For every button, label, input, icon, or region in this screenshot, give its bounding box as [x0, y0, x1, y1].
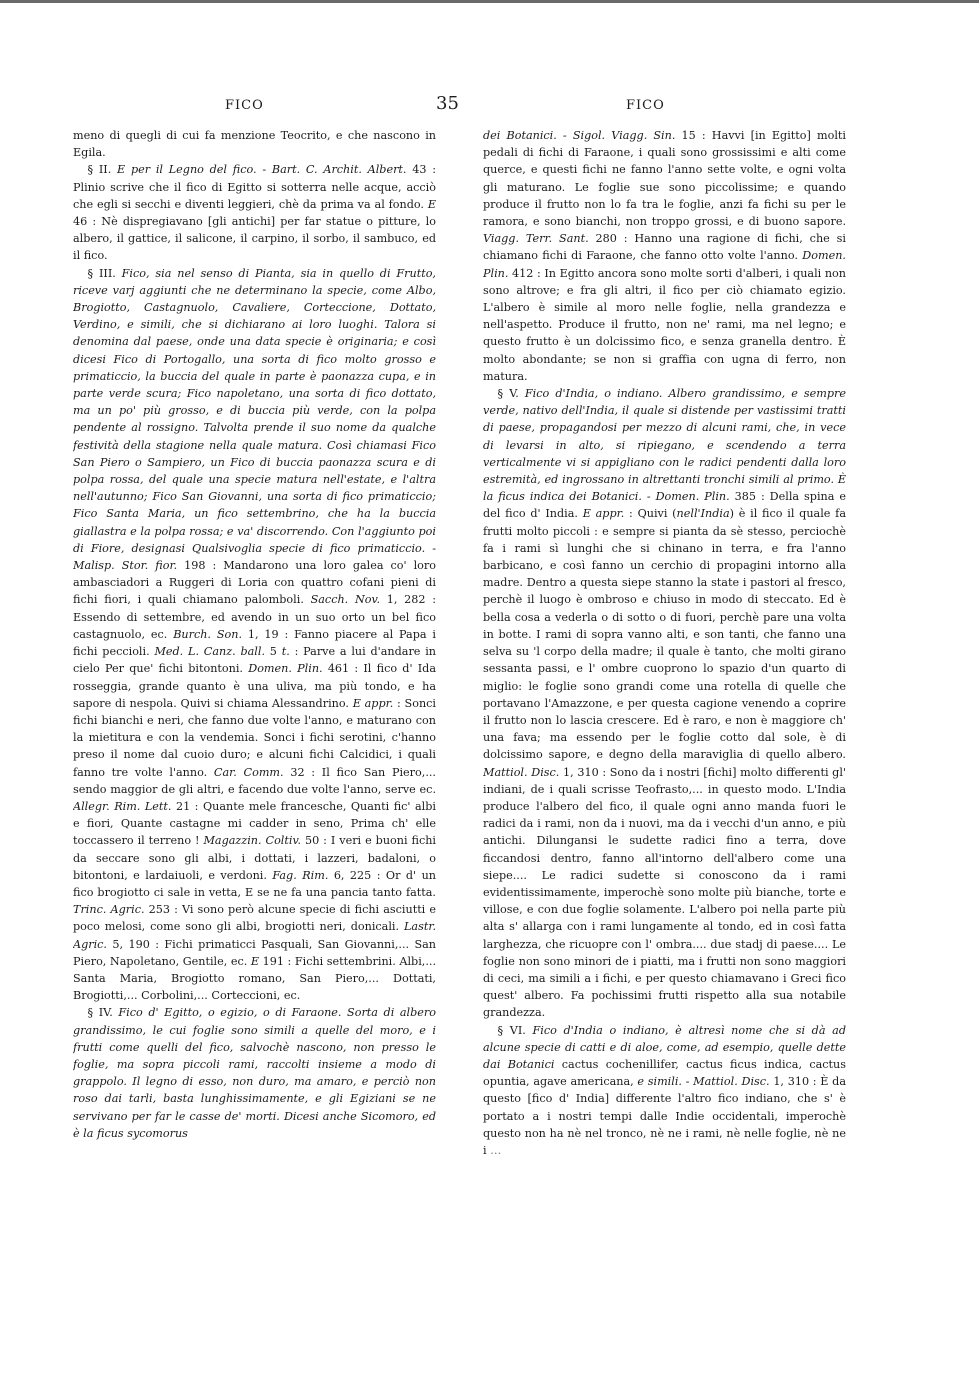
- left-column: [73, 127, 436, 1347]
- right-column: [483, 127, 846, 1312]
- paragraph-section-5: § V. Fico d'India, o indiano. Albero grandissimo, e sempre verde, nativo dell'India, il quale si distende per vastissimi tratti di paese, propagandosi per mezzo di alcuni rami, che, in vece di levarsi in alto, si ripiegano, e scendendo a terra verticalmente vi si appigliano con le radici pendenti dalla loro estremità, ed ingrossano in altrettanti tronchi simili al primo. È la ficus indica dei Botanici. - Domen. Plin. 385 : Della spina e del fico d' India. E appr. : Quivi (nell'India) è il fico il quale fa frutti molto piccoli : e sempre si pianta da sè stesso, perciochè fa i rami sì lunghi che si chinano in terra, e fra l'anno barbicano, e così fanno un cerchio di propagini intorno alla madre. Dentro a questa siepe stanno la state i pastori al fresco, perchè il luogo è ombroso e chiuso in modo di steccato. Ed è bella cosa a vederla o di sotto o di fuori, perchè pare una volta in botte. I rami di sopra vanno alti, e son tanti, che fanno una selva su 'l corpo della madre; il quale è tanto, che molti girano sessanta passi, e l' ombre cuoprono lo spazio d'un quarto di miglio: le foglie sono grandi come una rotella di quelle che portavano l'Amazzone, e per questa cagione venendo a coprire il frutto non lo lascia crescere. Ed è raro, e non è maggiore ch' una fava; ma essendo per le foglie cotto dal sole, è di dolcissimo sapore, e degno della maraviglia di quello albero. Mattiol. Disc. 1, 310 : Sono da i nostri [fichi] molto differenti gl' indiani, de i quali scrisse Teofrasto,... in questo modo. L'India produce l'albero del fico, il quale ogni anno manda fuori le radici da i rami, non da i nuovi, ma da i vecchi d'un anno, e più antichi. Dilungansi le sudette radici fino a terra, dove ficcandosi dentro, fanno all'intorno dell'albero come una siepe.... Le radici sudette si conoscono da i rami evidentissimamente, imperochè sono molte più bianche, torte e villose, e con due foglie solamente. L'albero poi nella parte più alta s' allarga con i rami lungamente al tondo, ed in così fatta larghezza, che ricuopre con l' ombra.... due stadj di paese.... Le foglie non sono minori de i piatti, ma i frutti non sono maggiori di ceci, ma simili a i fichi, e per questo chiamavano i Greci fico quest' albero. Fa pochissimi frutti rispetto alla sua notabile grandezza.: [483, 387, 846, 1020]
- page-number: 35: [436, 93, 459, 114]
- running-head-left: FICO: [225, 98, 264, 113]
- scan-top-edge: [0, 0, 979, 3]
- paragraph-section-2: § II. E per il Legno del fico. - Bart. C. Archit. Albert. 43 : Plinio scrive che il fico di Egitto si sotterra nelle acque, acciò che egli si secchi e diventi leggieri, chè da prima va al fondo. E 46 : Nè dispregiavano [gli antichi] per far statue o pitture, lo albero, il gattice, il salicone, il carpino, il sorbo, il sambuco, ed il fico.: [73, 163, 436, 263]
- running-head-right: FICO: [626, 98, 665, 113]
- partial-transcription-mark: …: [490, 1143, 502, 1157]
- paragraph-section-6: § VI. Fico d'India o indiano, è altresì nome che si dà ad alcune specie di catti e di aloe, come, ad esempio, quelle dette dai Botanici cactus cochenillifer, cactus ficus indica, cactus opuntia, agave americana, e simili. - Mattiol. Disc. 1, 310 : È da questo [fico d' India] differente l'altro fico indiano, che s' è portato a i nostri tempi dalle Indie occidentali, imperochè questo non ha nè nel tronco, nè ne i rami, nè nelle foglie, nè ne i …: [483, 1023, 846, 1157]
- paragraph-section-3: § III. Fico, sia nel senso di Pianta, sia in quello di Frutto, riceve varj aggiunti che ne determinano la specie, come Albo, Brogiotto, Castagnuolo, Cavaliere, Corteccione, Dottato, Verdino, e simili, che si dichiarano ai loro luoghi. Talora si denomina dal paese, onde una data specie è originaria; e così dicesi Fico di Portogallo, una sorta di fico molto grosso e primaticcio, la buccia del quale in parte è paonazza cupa, e in parte verde scura; Fico napoletano, una sorta di fico dottato, ma un po' più grosso, e di buccia più verde, con la polpa pendente al rossigno. Talvolta prende il suo nome da qualche festività della stagione nella quale matura. Così chiamasi Fico San Piero o Sampiero, un Fico di buccia paonazza scura e di polpa rossa, del quale una specie matura nell'estate, e l'altra nell'autunno; Fico San Giovanni, una sorta di fico primaticcio; Fico Santa Maria, un fico settembrino, che ha la buccia giallastra e la polpa rossa; e va' discorrendo. Con l'aggiunto poi di Fiore, designasi Qualsivoglia specie di fico primaticcio. - Malisp. Stor. fior. 198 : Mandarono una loro galea co' loro ambasciadori a Ruggeri di Loria con quattro cofani pieni di fichi fiori, i quali chiamano palomboli. Sacch. Nov. 1, 282 : Essendo di settembre, ed avendo in un suo orto un bel fico castagnuolo, ec. Burch. Son. 1, 19 : Fanno piacere al Papa i fichi peccioli. Med. L. Canz. ball. 5 t. : Parve a lui d'andare in cielo Per que' fichi bitontoni. Domen. Plin. 461 : Il fico d' Ida rosseggia, grande quanto è una uliva, ma più tondo, e ha sapore di nespola. Quivi si chiama Alessandrino. E appr. : Sonci fichi bianchi e neri, che fanno due volte l'anno, e maturano con la mietitura e con la vendemia. Sonci i fichi serotini, c'hanno preso il nome dal cuoio duro; e alcuni fichi Calcidici, i quali fanno tre volte l'anno. Car. Comm. 32 : Il fico San Piero,... sendo maggior de gli altri, e facendo due volte l'anno, serve ec. Allegr. Rim. Lett. 21 : Quante mele francesche, Quanti fic' albi e fiori, Quante castagne mi cadder in seno, Prima ch' elle toccassero il terreno ! Magazzin. Coltiv. 50 : I veri e buoni fichi da seccare sono gli albi, i dottati, i lazzeri, badaloni, o bitontoni, e lardaiuoli, e verdoni. Fag. Rim. 6, 225 : Or d' un fico brogiotto ci sale in vetta, E se ne fa una pancia tanto fatta. Trinc. Agric. 253 : Vi sono però alcune specie di fichi asciutti e poco melosi, come sono gli albi, brogiotti neri, donicali. Lastr. Agric. 5, 190 : Fichi primaticci Pasquali, San Giovanni,... San Piero, Napoletano, Gentile, ec. E 191 : Fichi settembrini. Albi,... Santa Maria, Brogiotto romano, San Piero,... Dottati, Brogiotti,... Corbolini,... Corteccioni, ec.: [73, 266, 436, 1003]
- paragraph-section-4: § IV. Fico d' Egitto, o egizio, o di Faraone. Sorta di albero grandissimo, le cui foglie sono simili a quelle del moro, e i frutti come quelli del fico, salvochè nascono, non presso le foglie, ma sopra piccoli rami, raccolti insieme a modo di grappolo. Il legno di esso, non duro, ma amaro, e perciò non roso dai tarli, basta lunghissimamente, e gli Egiziani se ne servivano per far le casse de' morti. Dicesi anche Sicomoro, ed è la ficus sycomorus: [73, 1006, 436, 1140]
- paragraph-continuation: dei Botanici. - Sigol. Viagg. Sin. 15 : Havvi [in Egitto] molti pedali di fichi di Faraone, i quali sono grossissimi e alti come querce, e questi fichi ne fanno l'anno sette volte, e ogni volta gli maturano. Le foglie sue sono piccolissime; e quando produce il frutto non lo fa tra le foglie, anzi fa fichi su per le ramora, e sono bianchi, non troppo grossi, e di buono sapore. Viagg. Terr. Sant. 280 : Hanno una ragione di fichi, che si chiamano fichi di Faraone, che fanno otto volte l'anno. Domen. Plin. 412 : In Egitto ancora sono molte sorti d'alberi, i quali non sono altrove; e fra gli altri, il fico per ciò chiamato egizio. L'albero è simile al moro nelle foglie, nella grandezza e nell'aspetto. Produce il frutto, non ne' rami, ma nel legno; e questo frutto è un dolcissimo fico, e senza granella dentro. È molto abondante; se non si graffia con ugna di ferro, non matura.: [483, 129, 846, 383]
- paragraph-continuation: meno di quegli di cui fa menzione Teocrito, e che nascono in Egila.: [73, 129, 436, 160]
